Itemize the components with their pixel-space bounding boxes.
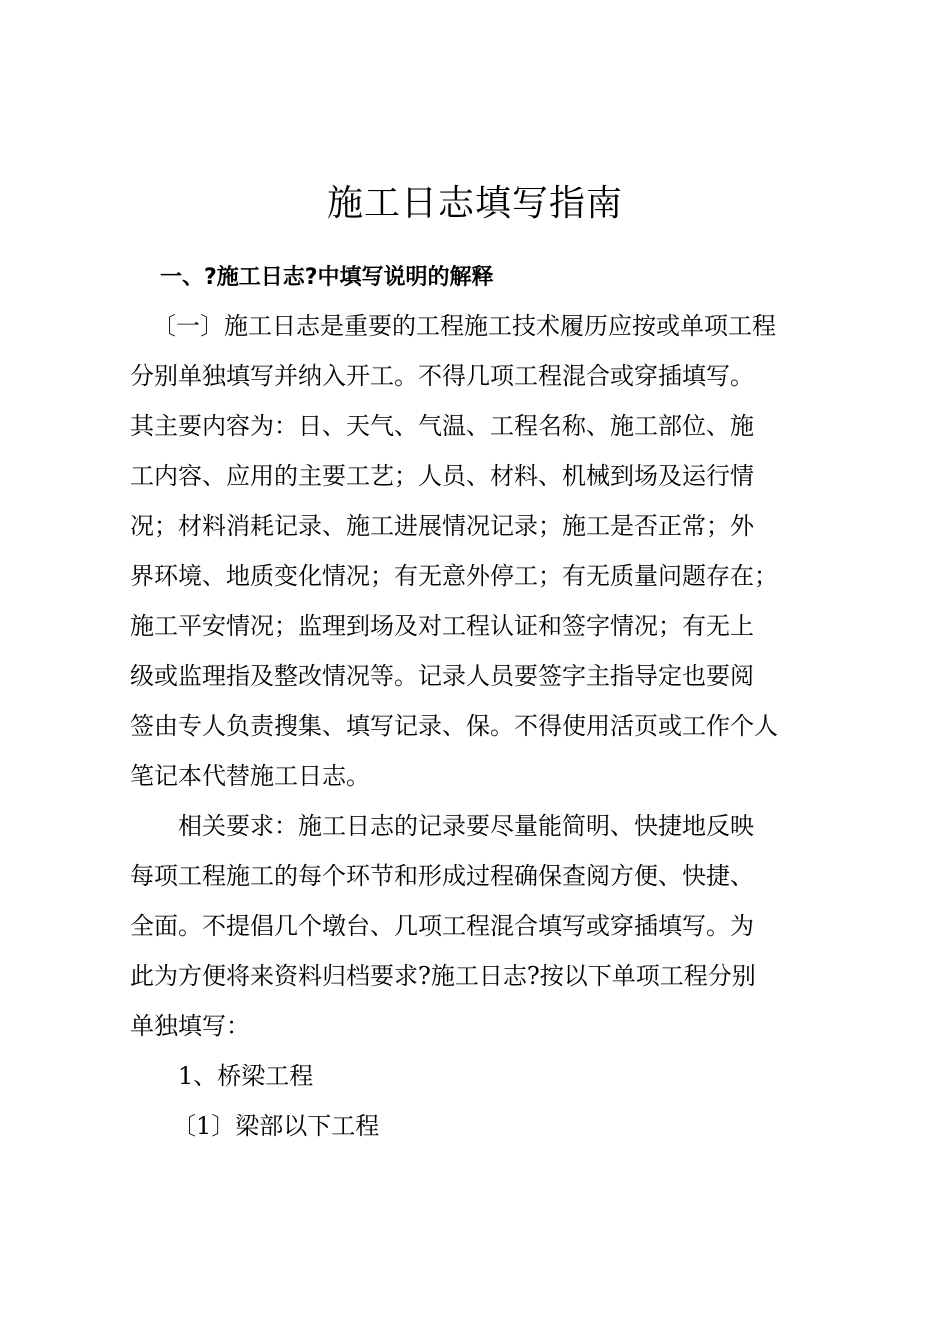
paragraph-1-line: 施工平安情况；监理到场及对工程认证和签字情况；有无上 bbox=[130, 612, 754, 640]
paragraph-1-line: 笔记本代替施工日志。 bbox=[130, 762, 370, 790]
paragraph-1-line: 界环境、地质变化情况；有无意外停工；有无质量问题存在； bbox=[130, 562, 778, 590]
paragraph-2-line: 每项工程施工的每个环节和形成过程确保查阅方便、快捷、 bbox=[130, 862, 754, 890]
paragraph-1-line: 工内容、应用的主要工艺；人员、材料、机械到场及运行情 bbox=[130, 462, 754, 490]
document-title: 施工日志填写指南 bbox=[326, 183, 623, 224]
paragraph-1-line: 级或监理指及整改情况等。记录人员要签字主指导定也要阅 bbox=[130, 662, 754, 690]
paragraph-1-line: 况；材料消耗记录、施工进展情况记录；施工是否正常；外 bbox=[130, 512, 754, 540]
paragraph-2-line: 单独填写： bbox=[130, 1012, 250, 1040]
paragraph-1-line: 其主要内容为：日、天气、气温、工程名称、施工部位、施 bbox=[130, 412, 754, 440]
list-subitem-below-beam: 〔1〕梁部以下工程 bbox=[172, 1112, 380, 1140]
paragraph-1-line: 签由专人负责搜集、填写记录、保。不得使用活页或工作个人 bbox=[130, 712, 778, 740]
section-heading: 一、?施工日志?中填写说明的解释 bbox=[160, 265, 494, 290]
paragraph-1-line: 分别单独填写并纳入开工。不得几项工程混合或穿插填写。 bbox=[130, 362, 754, 390]
paragraph-2-line: 相关要求：施工日志的记录要尽量能简明、快捷地反映 bbox=[178, 812, 754, 840]
paragraph-2-line: 全面。不提倡几个墩台、几项工程混合填写或穿插填写。为 bbox=[130, 912, 754, 940]
paragraph-1-line: 〔一〕施工日志是重要的工程施工技术履历应按或单项工程 bbox=[152, 312, 776, 340]
paragraph-2-line: 此为方便将来资料归档要求?施工日志?按以下单项工程分别 bbox=[130, 962, 756, 990]
list-item-bridge-engineering: 1、桥梁工程 bbox=[178, 1062, 314, 1090]
